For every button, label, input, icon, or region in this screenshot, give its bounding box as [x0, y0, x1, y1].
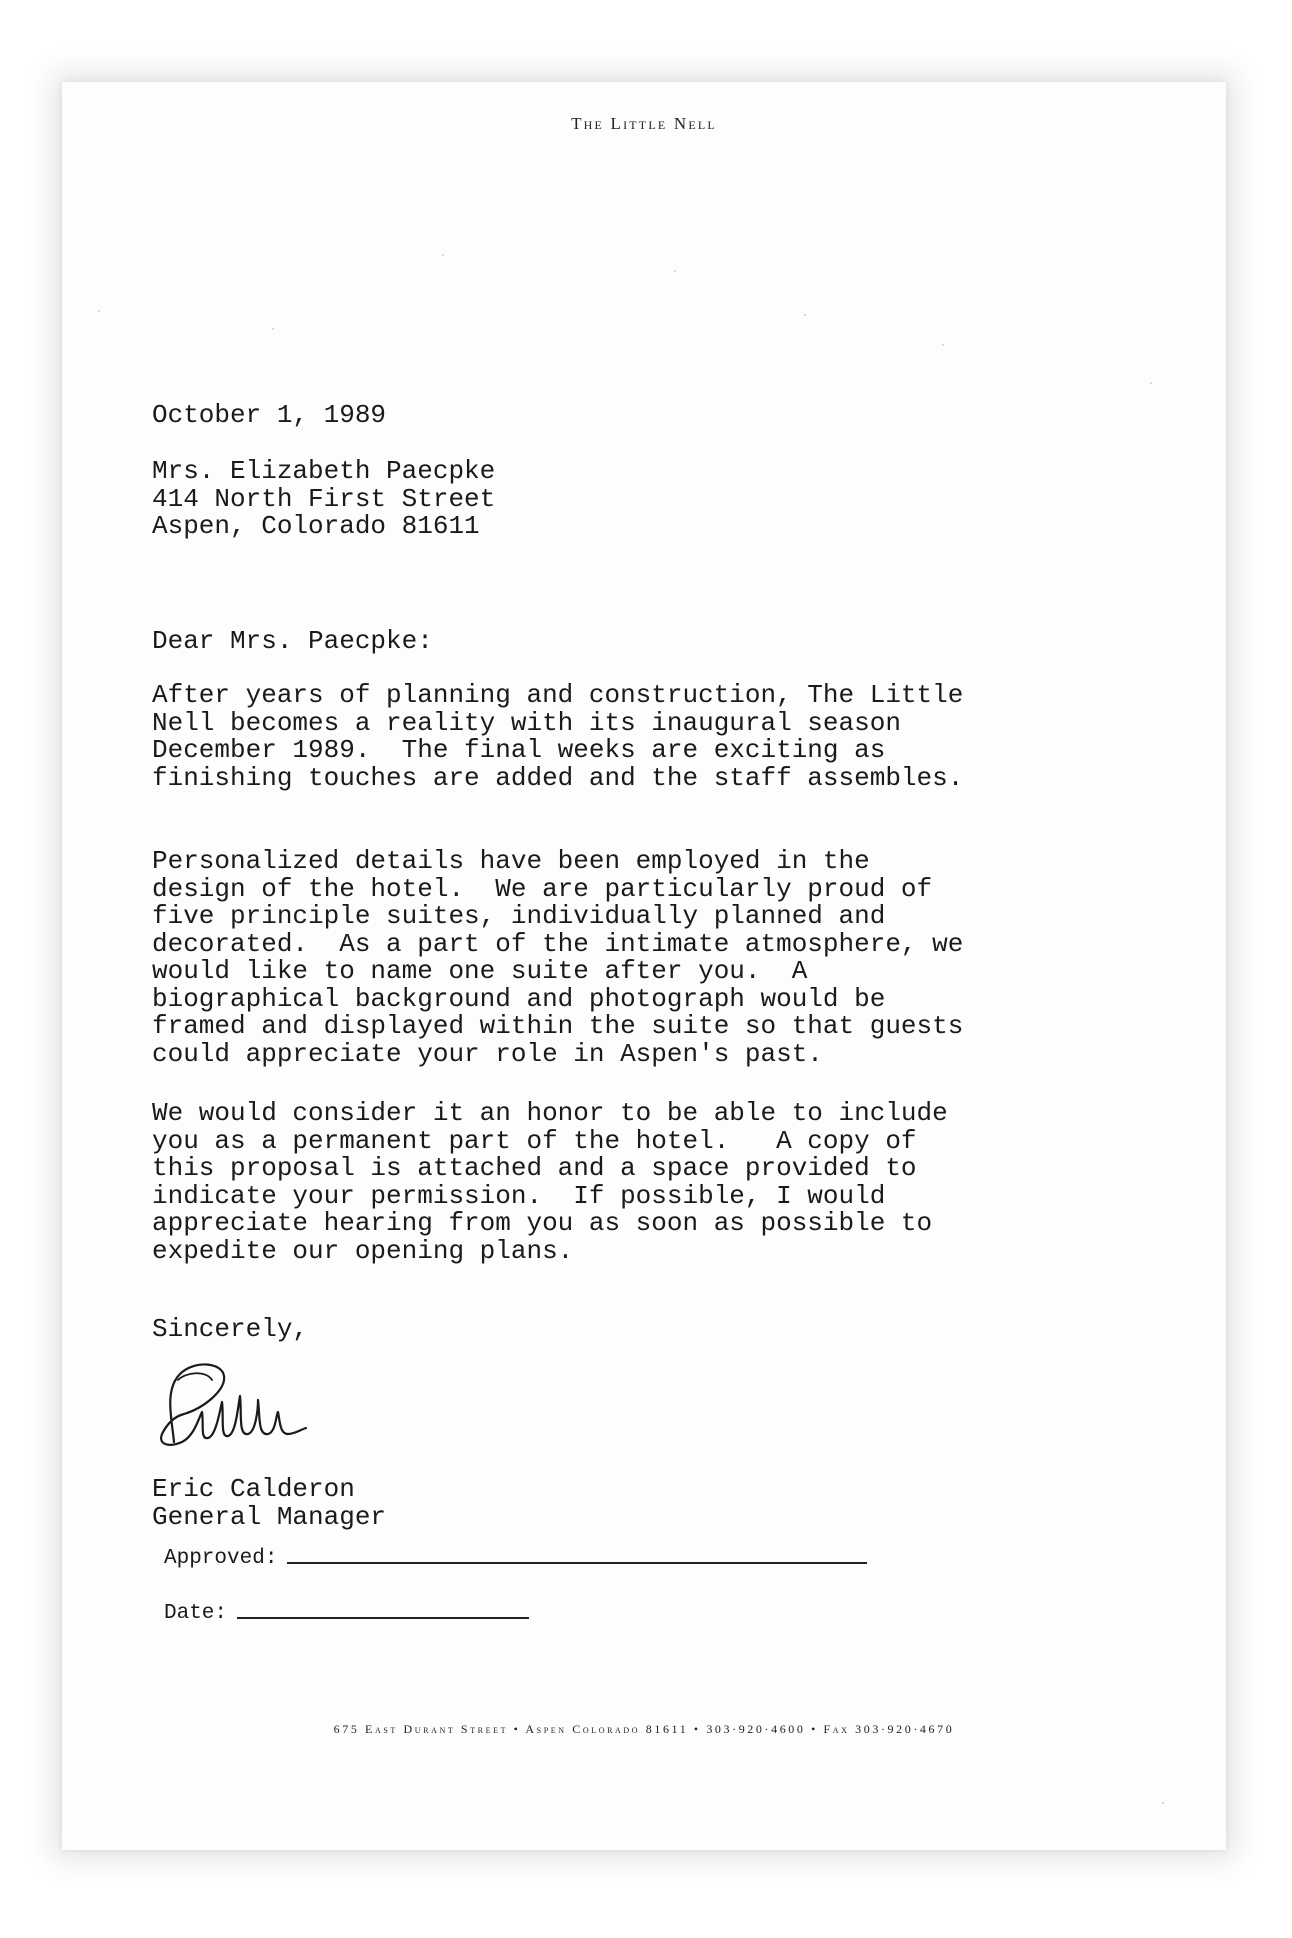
body-paragraph: We would consider it an honor to be able to include you as a permanent part of the hotel. A copy of this proposal is attached and a space provided to indicate your permission. If possible, I would appreciate hearing from you as soon as possible to expedite our opening plans.: [152, 1098, 948, 1266]
scan-speck: [272, 328, 274, 330]
date-label: Date:: [164, 1602, 228, 1625]
approved-label: Approved:: [164, 1547, 278, 1570]
scan-speck: [1150, 382, 1152, 384]
scan-speck: [98, 310, 100, 312]
body-paragraph: Personalized details have been employed in the design of the hotel. We are particularly proud of five principle suites, individually planned and decorated. As a part of the intimate atmosphere, we would like to name one suite after you. A biographical background and photograph would be framed and displayed within the suite so that guests could appreciate your role in Aspen's past.: [152, 846, 964, 1069]
letter-date: October 1, 1989: [152, 400, 387, 430]
handwritten-signature: [154, 1350, 314, 1460]
scan-speck: [804, 314, 806, 316]
recipient-street: 414 North First Street: [152, 483, 496, 514]
salutation: Dear Mrs. Paecpke:: [152, 626, 433, 656]
scan-speck: [442, 254, 444, 256]
letterhead: The Little Nell: [571, 114, 717, 133]
recipient-name: Mrs. Elizabeth Paecpke: [152, 456, 496, 486]
recipient-city: Aspen, Colorado 81611: [152, 511, 480, 541]
approved-field: [164, 1547, 867, 1570]
letter-page: [62, 82, 1226, 1850]
approved-signature-line[interactable]: [287, 1561, 867, 1564]
recipient-address: [152, 458, 495, 541]
signer-name: Eric Calderon: [152, 1474, 355, 1504]
signer-block: [152, 1476, 386, 1531]
closing: Sincerely,: [152, 1314, 309, 1344]
scan-speck: [1162, 1802, 1164, 1804]
body-paragraph: After years of planning and construction, The Little Nell becomes a reality with its inaugural season December 1989. The final weeks are exciting as finishing touches are added and the staff assembles.: [152, 680, 964, 793]
letterhead-footer: 675 East Durant Street • Aspen Colorado 81611 • 303·920·4600 • Fax 303·920·4670: [333, 1722, 955, 1736]
signer-title: General Manager: [152, 1501, 387, 1532]
scan-speck: [674, 270, 676, 272]
date-signature-line[interactable]: [237, 1616, 529, 1619]
scan-speck: [942, 344, 944, 346]
date-field: [164, 1602, 529, 1625]
